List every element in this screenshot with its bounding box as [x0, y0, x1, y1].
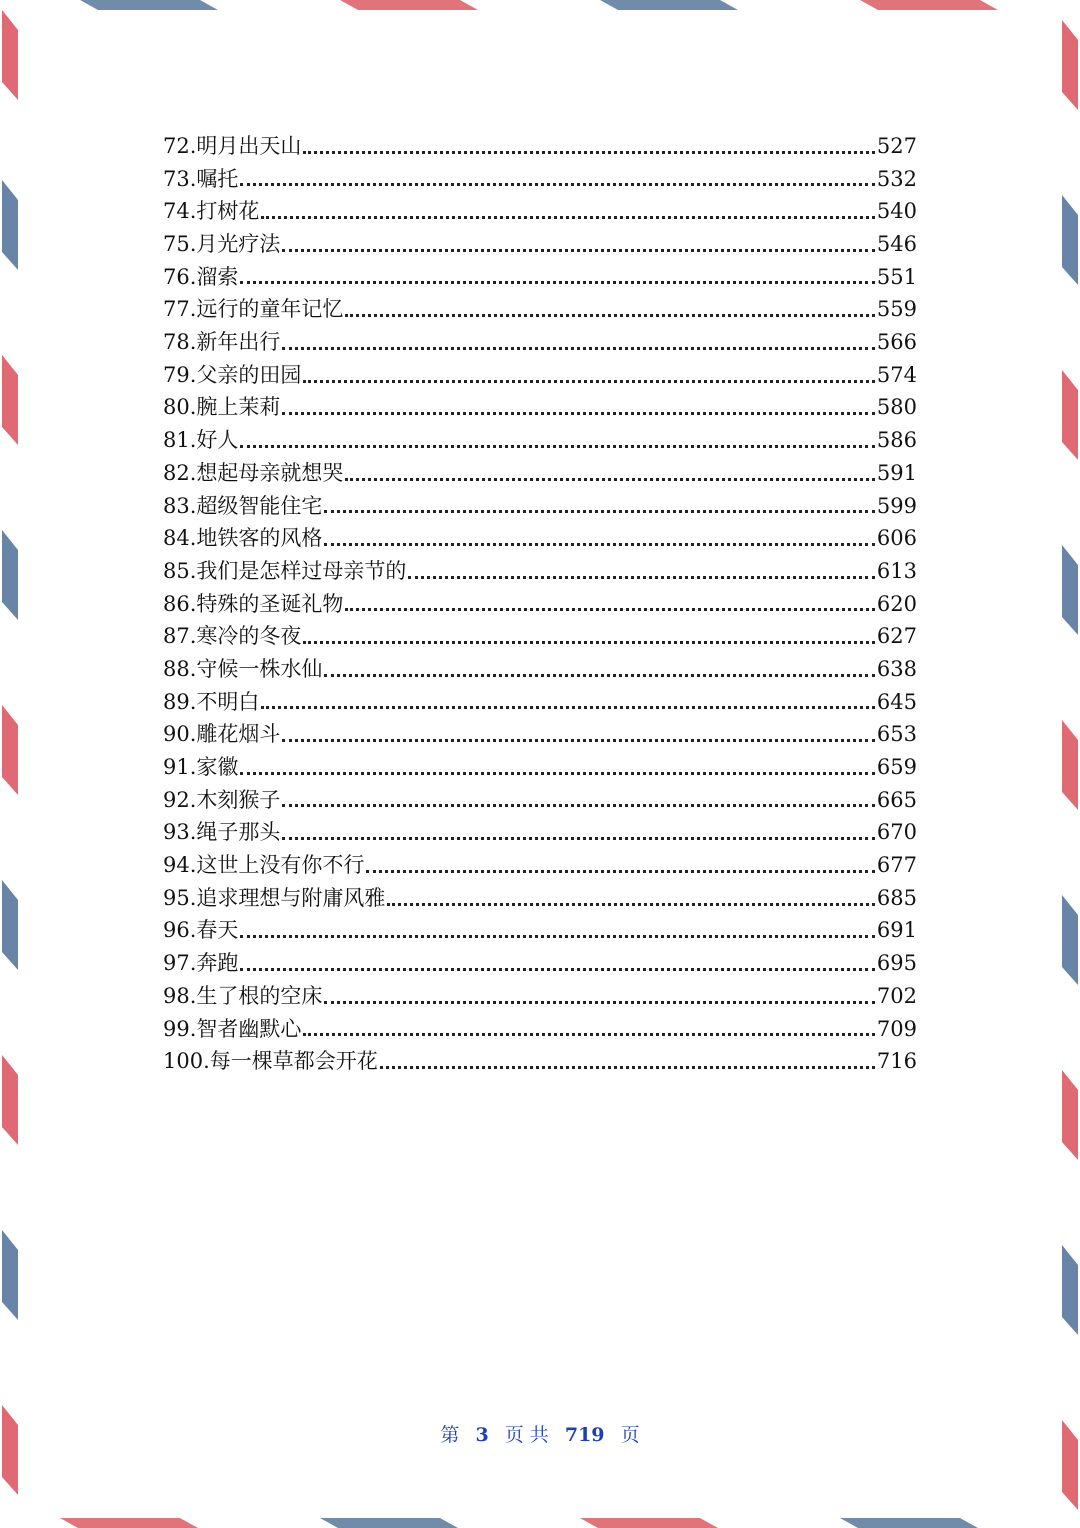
toc-dot-leader: [240, 935, 875, 938]
toc-entry-title: 85.我们是怎样过母亲节的: [163, 558, 407, 583]
toc-dot-leader: [303, 641, 875, 644]
toc-dot-leader: [303, 151, 875, 154]
toc-entry-title: 81.好人: [163, 428, 239, 453]
toc-dot-leader: [282, 837, 875, 840]
toc-entry-title: 92.木刻猴子: [163, 787, 281, 812]
toc-dot-leader: [345, 314, 875, 317]
toc-entry[interactable]: [163, 849, 917, 882]
toc-entry[interactable]: [163, 620, 917, 653]
toc-entry-page-number: 627: [876, 624, 917, 649]
toc-dot-leader: [345, 478, 875, 481]
toc-entry-title: 91.家徽: [163, 755, 239, 780]
left-stripes: [2, 10, 18, 1495]
toc-dot-leader: [282, 347, 875, 350]
toc-entry-title: 93.绳子那头: [163, 820, 281, 845]
toc-entry-title: 80.腕上茉莉: [163, 395, 281, 420]
toc-entry-page-number: 695: [876, 951, 917, 976]
toc-entry-page-number: 546: [876, 232, 917, 257]
toc-entry[interactable]: [163, 326, 917, 359]
toc-entry-title: 89.不明白: [163, 689, 260, 714]
footer-prefix: 第: [440, 1424, 460, 1446]
toc-entry[interactable]: [163, 457, 917, 490]
toc-entry-title: 72.明月出天山: [163, 133, 302, 158]
toc-entry-title: 84.地铁客的风格: [163, 526, 323, 551]
toc-entry-title: 88.守候一株水仙: [163, 656, 323, 681]
toc-dot-leader: [408, 576, 875, 579]
toc-entry-page-number: 716: [876, 1049, 917, 1074]
toc-entry[interactable]: [163, 195, 917, 228]
toc-entry-title: 100.每一棵草都会开花: [163, 1049, 378, 1074]
current-page-number: 3: [475, 1424, 489, 1446]
toc-entry[interactable]: [163, 424, 917, 457]
toc-entry[interactable]: [163, 163, 917, 196]
toc-entry[interactable]: [163, 718, 917, 751]
toc-entry-title: 90.雕花烟斗: [163, 722, 281, 747]
toc-entry-page-number: 659: [876, 755, 917, 780]
toc-entry[interactable]: [163, 816, 917, 849]
toc-entry-page-number: 532: [876, 166, 917, 191]
toc-entry-title: 74.打树花: [163, 199, 260, 224]
toc-entry[interactable]: [163, 359, 917, 392]
toc-entry[interactable]: [163, 392, 917, 425]
toc-entry-page-number: 691: [876, 918, 917, 943]
toc-dot-leader: [282, 412, 875, 415]
toc-entry-page-number: 551: [876, 264, 917, 289]
toc-dot-leader: [324, 510, 875, 513]
toc-entry-page-number: 620: [876, 591, 917, 616]
toc-dot-leader: [240, 183, 875, 186]
toc-dot-leader: [380, 1066, 875, 1069]
toc-dot-leader: [282, 249, 875, 252]
toc-entry-page-number: 606: [876, 526, 917, 551]
toc-entry-title: 83.超级智能住宅: [163, 493, 323, 518]
toc-entry[interactable]: [163, 130, 917, 163]
toc-dot-leader: [282, 739, 875, 742]
toc-entry[interactable]: [163, 882, 917, 915]
right-stripes: [1062, 20, 1078, 1510]
toc-entry-page-number: 702: [876, 983, 917, 1008]
toc-entry[interactable]: [163, 522, 917, 555]
toc-entry[interactable]: [163, 555, 917, 588]
bottom-stripes: [60, 1518, 978, 1528]
toc-entry-page-number: 645: [876, 689, 917, 714]
toc-entry-title: 73.嘱托: [163, 166, 239, 191]
toc-entry[interactable]: [163, 293, 917, 326]
toc-dot-leader: [261, 216, 875, 219]
toc-dot-leader: [261, 706, 875, 709]
toc-entry-title: 99.智者幽默心: [163, 1016, 302, 1041]
toc-entry-page-number: 586: [876, 428, 917, 453]
toc-entry-page-number: 665: [876, 787, 917, 812]
toc-dot-leader: [345, 608, 875, 611]
toc-entry-title: 78.新年出行: [163, 330, 281, 355]
toc-entry-title: 98.生了根的空床: [163, 983, 323, 1008]
toc-entry-page-number: 559: [876, 297, 917, 322]
toc-entry[interactable]: [163, 261, 917, 294]
toc-dot-leader: [303, 380, 875, 383]
toc-entry[interactable]: [163, 490, 917, 523]
toc-entry-title: 86.特殊的圣诞礼物: [163, 591, 344, 616]
toc-entry[interactable]: [163, 784, 917, 817]
toc-dot-leader: [240, 772, 875, 775]
toc-dot-leader: [324, 543, 875, 546]
toc-entry-page-number: 638: [876, 656, 917, 681]
toc-entry[interactable]: [163, 751, 917, 784]
toc-entry[interactable]: [163, 947, 917, 980]
toc-dot-leader: [240, 445, 875, 448]
toc-dot-leader: [240, 281, 875, 284]
toc-entry-page-number: 670: [876, 820, 917, 845]
toc-entry-page-number: 685: [876, 885, 917, 910]
toc-entry-title: 79.父亲的田园: [163, 362, 302, 387]
toc-entry-page-number: 527: [876, 133, 917, 158]
total-page-count: 719: [564, 1424, 605, 1446]
toc-dot-leader: [240, 968, 875, 971]
toc-entry-page-number: 653: [876, 722, 917, 747]
toc-entry-page-number: 540: [876, 199, 917, 224]
toc-dot-leader: [324, 1001, 875, 1004]
toc-entry[interactable]: [163, 1045, 917, 1078]
toc-entry-page-number: 566: [876, 330, 917, 355]
toc-dot-leader: [324, 674, 875, 677]
toc-entry-title: 77.远行的童年记忆: [163, 297, 344, 322]
toc-entry-title: 75.月光疗法: [163, 232, 281, 257]
toc-entry[interactable]: [163, 915, 917, 948]
toc-entry[interactable]: [163, 980, 917, 1013]
toc-dot-leader: [366, 870, 875, 873]
toc-entry-page-number: 580: [876, 395, 917, 420]
page-footer: [0, 1420, 1080, 1447]
toc-entry-page-number: 709: [876, 1016, 917, 1041]
toc-dot-leader: [282, 804, 875, 807]
toc-entry-title: 82.想起母亲就想哭: [163, 460, 344, 485]
toc-entry-page-number: 574: [876, 362, 917, 387]
toc-entry-title: 87.寒冷的冬夜: [163, 624, 302, 649]
toc-entry[interactable]: [163, 686, 917, 719]
toc-entry[interactable]: [163, 588, 917, 621]
toc-entry-title: 96.春天: [163, 918, 239, 943]
top-stripes: [80, 0, 998, 10]
table-of-contents: [163, 130, 917, 1078]
footer-suffix: 页: [620, 1424, 640, 1446]
toc-entry[interactable]: [163, 1013, 917, 1046]
toc-entry-page-number: 599: [876, 493, 917, 518]
toc-entry-title: 97.奔跑: [163, 951, 239, 976]
toc-entry-title: 94.这世上没有你不行: [163, 853, 365, 878]
toc-entry-page-number: 677: [876, 853, 917, 878]
toc-entry-title: 76.溜索: [163, 264, 239, 289]
footer-middle: 页 共: [504, 1424, 549, 1446]
toc-entry-title: 95.追求理想与附庸风雅: [163, 885, 386, 910]
toc-entry-page-number: 591: [876, 460, 917, 485]
toc-dot-leader: [303, 1033, 875, 1036]
toc-entry[interactable]: [163, 228, 917, 261]
toc-entry[interactable]: [163, 653, 917, 686]
toc-entry-page-number: 613: [876, 558, 917, 583]
toc-dot-leader: [387, 903, 875, 906]
